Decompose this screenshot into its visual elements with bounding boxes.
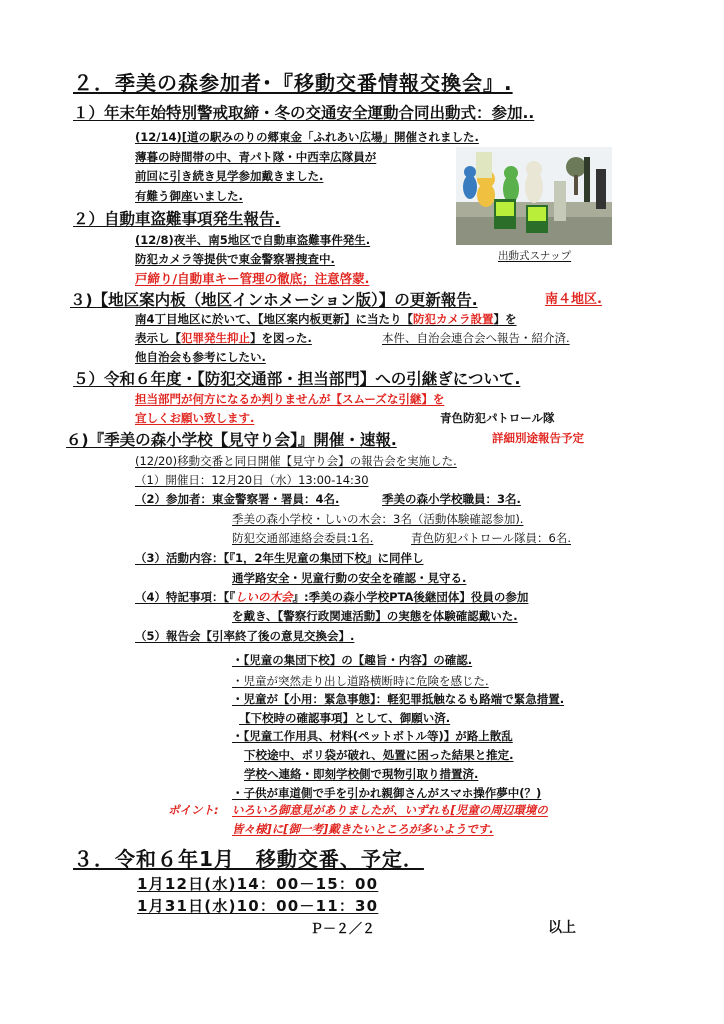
- bullet-4c: 学校へ連絡・即刻学校側で現物引取り措置済.: [244, 767, 479, 781]
- point-line-2: 皆々様]に[御一考]戴きたいところが多いようです.: [232, 822, 494, 836]
- heading-2: ２）自動車盗難事項発生報告.: [73, 210, 281, 228]
- heading-3-area: 南４地区.: [545, 292, 602, 307]
- page-number: Ｐ－２／２: [310, 922, 376, 937]
- p6-special-1a: （4）特記事項：【『: [135, 590, 236, 604]
- bullet-5: ・子供が車道側で手を引かれ親御さんがスマホ操作夢中(？): [232, 786, 542, 800]
- p6-participants-3b: 青色防犯パトロール隊員：6名.: [411, 531, 572, 545]
- p3-line2-b: 犯罪発生抑止: [181, 331, 250, 345]
- p3-line1-a: 南4丁目地区に於いて、【地区案内板更新】に当たり【: [135, 312, 414, 326]
- p5-signature: 青色防犯パトロール隊: [440, 411, 555, 425]
- heading-6: ６)『季美の森小学校【見守り会】』開催・速報.: [66, 431, 397, 449]
- event-photo: [456, 147, 612, 245]
- p6-date: （1）開催日：12月20日（水）13:00-14:30: [135, 473, 369, 487]
- heading-1: １）年末年始特別警戒取締・冬の交通安全運動合同出動式：参加..: [73, 104, 535, 122]
- p6-participants-2: 季美の森小学校・しいの木会：3名（活動体験確認参加).: [232, 512, 524, 526]
- p6-special-1c: 』:季美の森小学校PTA後継団体】役員の参加: [292, 590, 529, 604]
- bullet-2: ・児童が突然走り出し道路横断時に危険を感じた.: [232, 674, 489, 688]
- p3-line1-c: 】を: [493, 312, 517, 326]
- p6-special-2: を戴き、【警察行政関連活動】の実態を体験確認戴いた.: [232, 609, 518, 623]
- p5-line2: 宜しくお願い致します.: [135, 411, 255, 425]
- bullet-3b: 【下校時の確認事項】として、御願い済.: [239, 711, 451, 725]
- p6-intro: (12/20)移動交番と同日開催【見守り会】の報告会を実施した.: [135, 454, 457, 468]
- bullet-3a: ・児童が【小用：緊急事態】：軽犯罪抵触なるも路端で緊急措置.: [232, 692, 565, 706]
- p6-special-1b: しいの木会: [235, 590, 293, 604]
- p6-participants-3a: 防犯交通部連絡会委員:1名.: [232, 531, 374, 545]
- section-3-title: ３．令和６年1月 移動交番、予定．: [73, 847, 424, 871]
- end-mark: 以上: [548, 920, 576, 936]
- photo-caption: 出動式スナップ: [498, 250, 572, 262]
- section-2-title: ２．季美の森参加者･『移動交番情報交換会』.: [73, 71, 513, 95]
- schedule-date-1: 1月12日(水)14：00－15：00: [137, 875, 379, 893]
- bullet-4a: ・【児童工作用具、材料(ペットボトル等)】が路上散乱: [232, 729, 513, 743]
- p3-line2-d: 本件、自治会連合会へ報告・紹介済.: [382, 331, 570, 345]
- p3-line3: 他自治会も参考にしたい.: [135, 350, 266, 364]
- p2-line2: 防犯カメラ等提供で東金警察署捜査中.: [135, 252, 335, 266]
- point-line-1: いろいろ御意見がありましたが、いずれも[児童の周辺環境の: [232, 803, 548, 817]
- schedule-date-2: 1月31日(水)10：00－11：30: [137, 897, 379, 915]
- p6-activity-1: （3）活動内容：【『1，2年生児童の集団下校』に同伴し: [135, 551, 424, 565]
- p1-line1: (12/14)[道の駅みのりの郷東金「ふれあい広場」開催されました.: [135, 130, 479, 144]
- heading-5: ５）令和６年度・【防犯交通部・担当部門】への引継ぎについて.: [73, 370, 521, 388]
- p1-line3: 前回に引き続き見学参加戴きました.: [135, 169, 324, 183]
- p3-line2: [135, 330, 312, 346]
- p3-line1-b: 防犯カメラ設置: [413, 312, 494, 326]
- heading-3: ３)【地区案内板（地区インホメーション版）】の更新報告.: [70, 291, 478, 309]
- heading-6-note: 詳細別途報告予定: [492, 431, 584, 445]
- p6-report: （5）報告会【引率終了後の意見交換会】.: [135, 629, 355, 643]
- point-label: ポイント:: [168, 803, 219, 817]
- p1-line2: 薄暮の時間帯の中、青パト隊・中西幸広隊員が: [135, 150, 377, 164]
- p3-line1: [135, 311, 517, 327]
- p3-line2-a: 表示し【: [135, 331, 181, 345]
- p5-line1: 担当部門が何方になるか判りませんが【スムーズな引継】を: [135, 392, 445, 406]
- p6-special-1: [135, 589, 528, 605]
- p6-activity-2: 通学路安全・児童行動の安全を確認・見守る.: [232, 571, 467, 585]
- p1-line4: 有難う御座いました.: [135, 189, 243, 203]
- bullet-4b: 下校途中、ポリ袋が破れ、処置に困った結果と推定.: [244, 748, 514, 762]
- p3-line2-c: 】を図った.: [250, 331, 312, 345]
- event-photo-drawing: [456, 147, 612, 245]
- bullet-1: ・【児童の集団下校】の【趣旨・内容】の確認.: [232, 653, 473, 667]
- p2-line1: (12/8)夜半、南5地区で自動車盗難事件発生.: [135, 233, 371, 247]
- p2-warning: 戸締り/自動車キー管理の徹底；注意啓蒙.: [135, 271, 370, 286]
- p6-participants-1a: （2）参加者：東金警察署・署員：4名.: [135, 492, 340, 506]
- p6-participants-1b: 季美の森小学校職員：3名.: [382, 492, 521, 506]
